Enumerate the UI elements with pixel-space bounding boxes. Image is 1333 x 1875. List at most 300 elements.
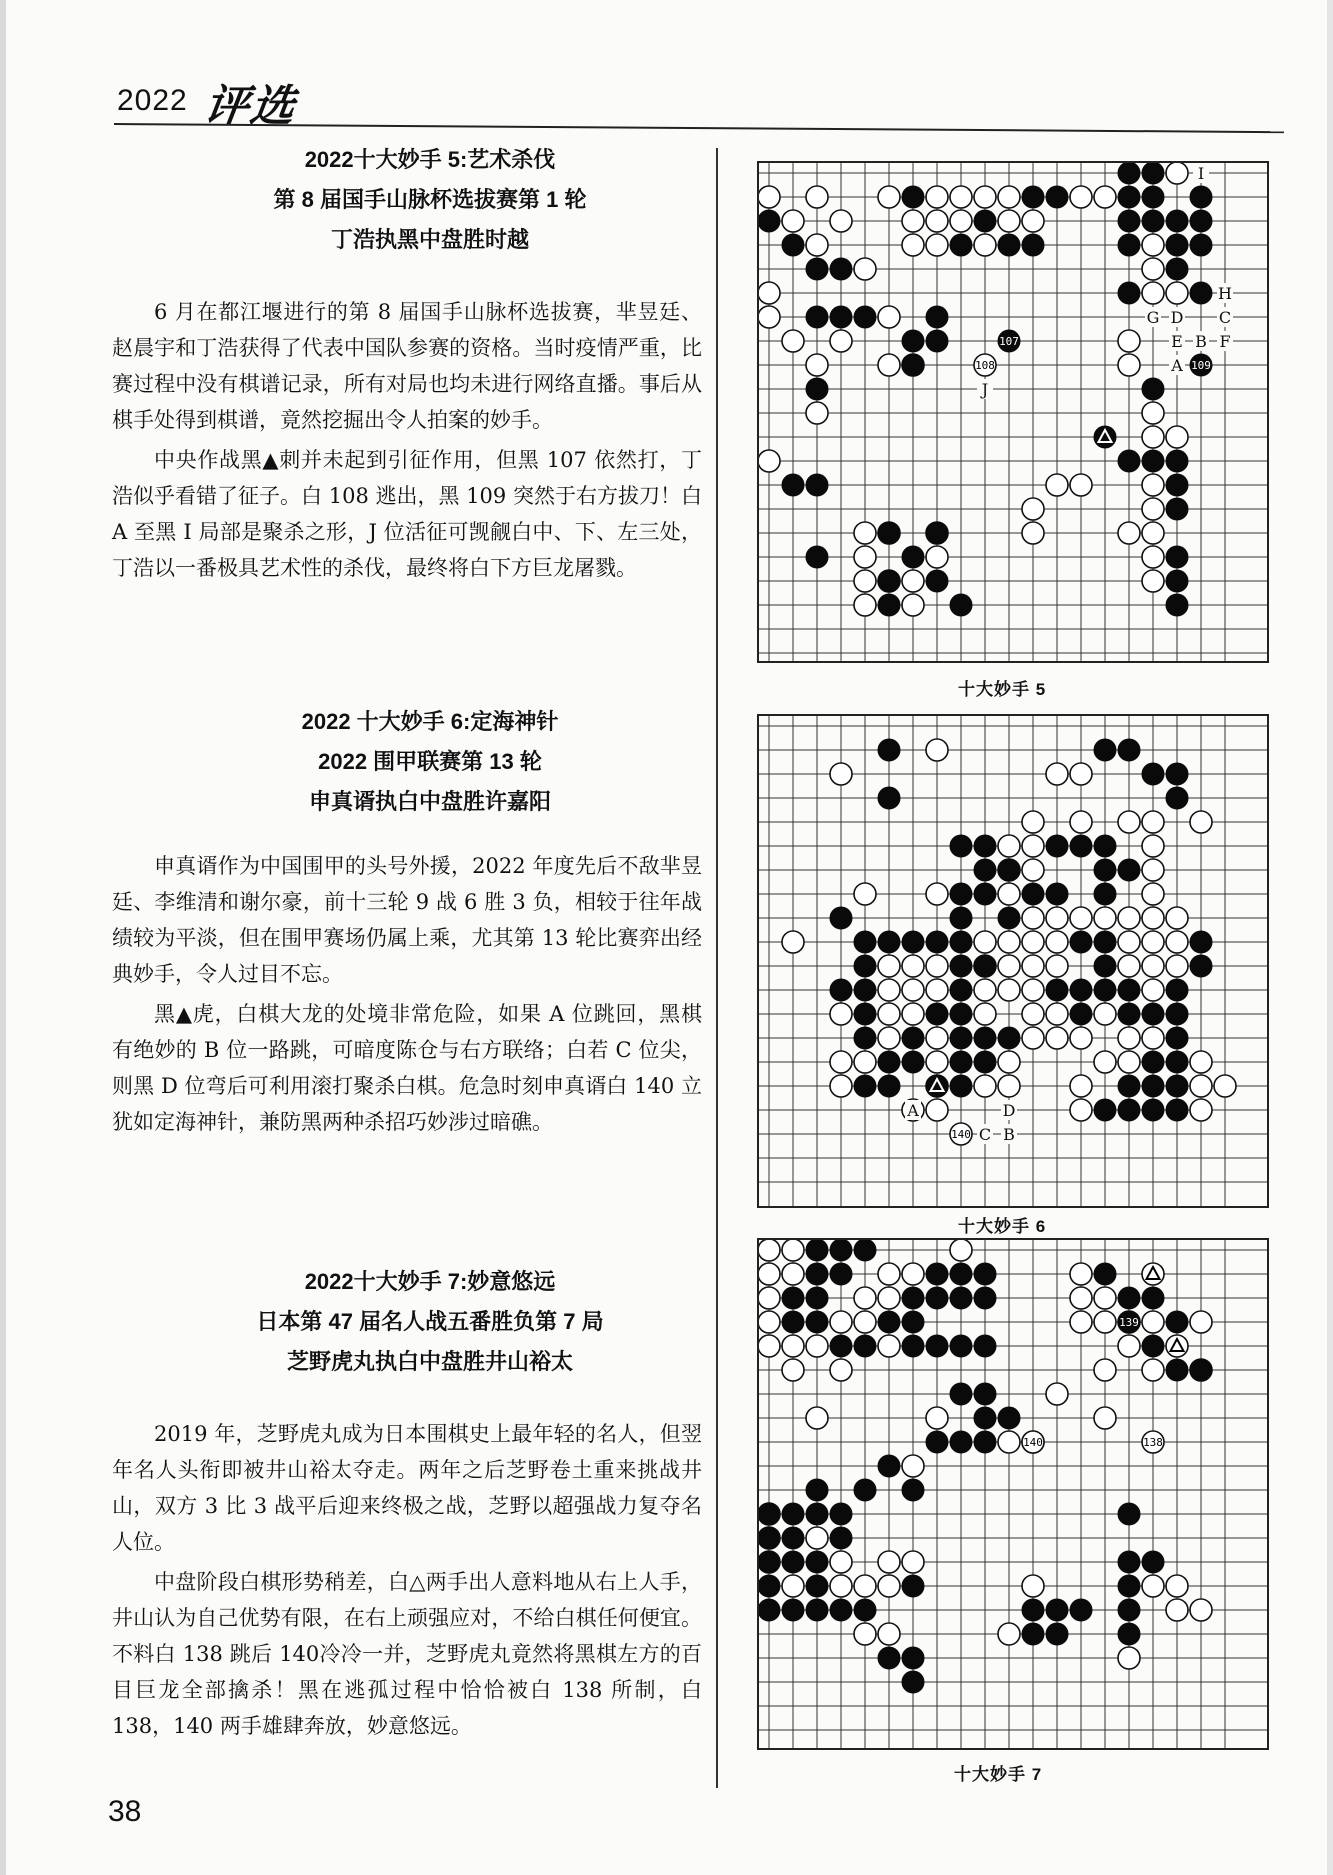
black-stone <box>830 1335 852 1357</box>
black-stone <box>830 979 852 1001</box>
black-stone <box>1142 210 1164 232</box>
black-stone <box>782 1311 804 1333</box>
black-stone <box>830 1599 852 1621</box>
section-5-event: 第 8 届国手山脉杯选拔赛第 1 轮 <box>273 187 587 212</box>
white-stone <box>974 1075 996 1097</box>
white-stone <box>1070 811 1092 833</box>
white-stone <box>782 330 804 352</box>
white-stone <box>759 450 780 472</box>
black-stone <box>1022 234 1044 256</box>
black-stone <box>782 1599 804 1621</box>
white-stone <box>759 1287 780 1309</box>
black-stone <box>1094 859 1116 881</box>
white-stone <box>878 1575 900 1597</box>
black-stone <box>926 1335 948 1357</box>
move-number: 107 <box>999 335 1019 348</box>
black-stone <box>1190 282 1212 304</box>
page-edge-left <box>0 0 6 1875</box>
black-stone <box>950 835 972 857</box>
black-stone <box>1190 234 1212 256</box>
black-stone <box>1118 450 1140 472</box>
black-stone <box>806 1551 828 1573</box>
black-stone <box>1118 1003 1140 1025</box>
white-stone <box>1070 186 1092 208</box>
white-stone <box>854 1623 876 1645</box>
black-stone <box>1022 1599 1044 1621</box>
white-stone <box>902 1455 924 1477</box>
white-stone <box>1142 955 1164 977</box>
white-stone <box>759 306 780 328</box>
black-stone <box>902 1479 924 1501</box>
white-stone <box>1046 931 1068 953</box>
black-stone <box>902 354 924 376</box>
black-stone <box>902 330 924 352</box>
black-stone <box>1142 763 1164 785</box>
black-stone <box>974 1263 996 1285</box>
section-6-paragraph: 黑▲虎，白棋大龙的处境非常危险，如果 A 位跳回，黑棋有绝妙的 B 位一路跳，可暗度陈仓与右方联络；白若 C 位尖，则黑 D 位弯后可利用滚打聚杀白棋。危急时刻申真谞白 140 立犹如定海神针，兼防黑两种杀招巧妙涉过暗礁。 <box>112 1002 702 1134</box>
white-stone <box>1094 1287 1116 1309</box>
white-stone <box>1142 1575 1164 1597</box>
black-stone <box>1166 1027 1188 1049</box>
white-stone <box>806 402 828 424</box>
black-stone <box>1070 979 1092 1001</box>
white-stone <box>1022 931 1044 953</box>
white-stone <box>1142 426 1164 448</box>
white-stone <box>1166 282 1188 304</box>
black-stone <box>998 1027 1020 1049</box>
black-stone <box>1070 835 1092 857</box>
black-stone <box>902 931 924 953</box>
white-stone <box>902 594 924 616</box>
white-stone <box>1118 330 1140 352</box>
white-stone <box>1166 955 1188 977</box>
black-stone <box>759 1503 780 1525</box>
white-stone <box>854 883 876 905</box>
black-stone <box>854 931 876 953</box>
black-stone <box>926 1431 948 1453</box>
black-stone <box>854 1075 876 1097</box>
point-label: D <box>1170 308 1184 327</box>
black-stone <box>806 546 828 568</box>
white-stone <box>1046 907 1068 929</box>
black-stone <box>998 1407 1020 1429</box>
white-stone <box>1118 931 1140 953</box>
black-stone <box>854 1479 876 1501</box>
black-stone <box>854 306 876 328</box>
diagram-5-caption: 十大妙手 5 <box>958 680 1047 699</box>
black-stone <box>950 594 972 616</box>
white-stone <box>1046 763 1068 785</box>
page-edge-right <box>1327 0 1333 1875</box>
white-stone <box>974 186 996 208</box>
white-stone <box>806 186 828 208</box>
black-stone <box>878 1075 900 1097</box>
white-stone <box>759 1335 780 1357</box>
white-stone <box>1190 1099 1212 1121</box>
white-stone <box>1142 522 1164 544</box>
white-stone <box>926 1099 948 1121</box>
black-stone <box>878 594 900 616</box>
white-stone <box>1022 859 1044 881</box>
white-stone <box>974 1003 996 1025</box>
black-stone <box>878 1647 900 1669</box>
white-stone <box>830 1359 852 1381</box>
white-stone <box>1046 1027 1068 1049</box>
black-stone <box>974 1051 996 1073</box>
black-stone <box>1046 979 1068 1001</box>
black-stone <box>759 1551 780 1573</box>
diagram-6-caption: 十大妙手 6 <box>958 1217 1047 1236</box>
move-number: 140 <box>951 1128 971 1141</box>
white-stone <box>1022 835 1044 857</box>
white-stone <box>878 306 900 328</box>
white-stone <box>974 979 996 1001</box>
white-stone <box>1046 1003 1068 1025</box>
white-stone <box>926 1027 948 1049</box>
white-stone <box>998 186 1020 208</box>
black-stone <box>974 835 996 857</box>
black-stone <box>1118 210 1140 232</box>
white-stone <box>926 1051 948 1073</box>
white-stone <box>782 1575 804 1597</box>
diagram-7-caption: 十大妙手 7 <box>954 1765 1043 1784</box>
white-stone <box>1094 1359 1116 1381</box>
section-5-paragraph: 中央作战黑▲刺并未起到引征作用，但黑 107 依然打，丁浩似乎看错了征子。白 108 逃出，黑 109 突然于右方拔刀！白 A 至黑 I 局部是聚杀之形，J 位活征可觊觎白中、下、左三处，丁浩以一番极具艺术性的杀伐，最终将白下方巨龙屠戮。 <box>112 448 702 580</box>
header-year: 2022 <box>117 84 188 117</box>
white-stone <box>926 955 948 977</box>
white-stone <box>1094 1003 1116 1025</box>
white-stone <box>878 1623 900 1645</box>
black-stone <box>1142 1075 1164 1097</box>
black-stone <box>974 1407 996 1429</box>
white-stone <box>1118 522 1140 544</box>
point-label: I <box>1197 164 1205 183</box>
black-stone <box>1118 282 1140 304</box>
white-stone <box>854 594 876 616</box>
point-label: A <box>907 1101 919 1120</box>
black-stone <box>854 979 876 1001</box>
black-stone <box>1166 570 1188 592</box>
white-stone <box>974 234 996 256</box>
black-stone <box>854 1335 876 1357</box>
black-stone <box>1190 210 1212 232</box>
black-stone <box>806 1479 828 1501</box>
black-stone <box>1118 979 1140 1001</box>
black-stone <box>1166 1311 1188 1333</box>
black-stone <box>1190 955 1212 977</box>
black-stone <box>1166 1075 1188 1097</box>
white-stone <box>830 1051 852 1073</box>
black-stone <box>1142 186 1164 208</box>
white-stone <box>1022 1027 1044 1049</box>
white-stone <box>1022 210 1044 232</box>
black-stone <box>782 234 804 256</box>
section-6-paragraph: 申真谞作为中国围甲的头号外援，2022 年度先后不敌芈昱廷、李维清和谢尔豪，前十三轮 9 战 6 胜 3 负，相较于往年战绩较为平淡，但在围甲赛场仍属上乘，尤其第 13 轮比赛弈出经典妙手，令人过目不忘。 <box>112 854 702 986</box>
white-stone <box>998 1623 1020 1645</box>
white-stone <box>1190 1075 1212 1097</box>
black-stone <box>806 1263 828 1285</box>
white-stone <box>1070 474 1092 496</box>
black-stone <box>1118 1623 1140 1645</box>
black-stone <box>854 1027 876 1049</box>
black-stone <box>902 186 924 208</box>
black-stone <box>1118 186 1140 208</box>
white-stone <box>830 1575 852 1597</box>
black-stone <box>806 1240 828 1261</box>
black-stone <box>974 1287 996 1309</box>
black-stone <box>878 787 900 809</box>
black-stone <box>1118 859 1140 881</box>
black-stone <box>926 1287 948 1309</box>
white-stone <box>1046 955 1068 977</box>
white-stone <box>1070 763 1092 785</box>
black-stone <box>926 330 948 352</box>
black-stone <box>1094 979 1116 1001</box>
white-stone <box>1142 474 1164 496</box>
black-stone <box>1142 163 1164 184</box>
white-stone <box>950 1240 972 1261</box>
go-board-6 <box>759 716 1267 1206</box>
white-stone <box>1022 522 1044 544</box>
black-stone <box>830 1263 852 1285</box>
black-stone <box>806 1503 828 1525</box>
white-stone <box>1118 907 1140 929</box>
black-stone <box>806 258 828 280</box>
black-stone <box>1070 1003 1092 1025</box>
white-stone <box>1142 1027 1164 1049</box>
move-number: 139 <box>1119 1316 1139 1329</box>
black-stone <box>902 1051 924 1073</box>
black-stone <box>1094 955 1116 977</box>
black-stone <box>759 1527 780 1549</box>
black-stone <box>926 1003 948 1025</box>
black-stone <box>1142 1003 1164 1025</box>
white-stone <box>1166 931 1188 953</box>
white-stone <box>878 979 900 1001</box>
white-stone <box>782 1335 804 1357</box>
white-stone <box>926 1407 948 1429</box>
black-stone <box>1118 234 1140 256</box>
white-stone <box>878 186 900 208</box>
point-label: F <box>1219 332 1231 351</box>
go-board-7 <box>759 1240 1267 1748</box>
white-stone <box>950 210 972 232</box>
white-stone <box>878 955 900 977</box>
white-stone <box>1070 1027 1092 1049</box>
black-stone <box>1118 1575 1140 1597</box>
black-stone <box>1166 787 1188 809</box>
black-stone <box>854 955 876 977</box>
black-stone <box>1190 1359 1212 1381</box>
black-stone <box>806 1575 828 1597</box>
point-label: C <box>978 1125 992 1144</box>
section-5-title: 2022十大妙手 5:艺术杀伐 <box>304 147 556 172</box>
point-label: H <box>1218 284 1232 303</box>
white-stone <box>1190 1599 1212 1621</box>
black-stone <box>1166 210 1188 232</box>
section-6-result: 申真谞执白中盘胜许嘉阳 <box>308 789 551 814</box>
go-board-5 <box>759 163 1267 661</box>
black-stone <box>1046 186 1068 208</box>
white-stone <box>878 1551 900 1573</box>
black-stone <box>974 1383 996 1405</box>
white-stone <box>878 1287 900 1309</box>
black-stone <box>1118 1551 1140 1573</box>
white-stone <box>1190 811 1212 833</box>
white-stone <box>854 546 876 568</box>
white-stone <box>998 835 1020 857</box>
white-stone <box>1070 1075 1092 1097</box>
white-stone <box>854 1575 876 1597</box>
black-stone <box>1118 1287 1140 1309</box>
black-stone <box>950 955 972 977</box>
white-stone <box>878 1335 900 1357</box>
white-stone <box>854 1051 876 1073</box>
white-stone <box>1142 282 1164 304</box>
black-stone <box>1166 450 1188 472</box>
black-stone <box>902 546 924 568</box>
white-stone <box>1190 1311 1212 1333</box>
point-label: G <box>1146 308 1160 327</box>
black-stone <box>974 859 996 881</box>
point-label: J <box>981 380 989 399</box>
black-stone <box>1166 1099 1188 1121</box>
go-diagram-5 <box>757 161 1269 663</box>
black-stone <box>950 979 972 1001</box>
black-stone <box>950 234 972 256</box>
point-label: B <box>1195 332 1207 351</box>
black-stone <box>854 1003 876 1025</box>
white-stone <box>854 1287 876 1309</box>
black-stone <box>782 1287 804 1309</box>
white-stone <box>878 354 900 376</box>
point-label: D <box>1002 1101 1016 1120</box>
white-stone <box>1142 234 1164 256</box>
white-stone <box>878 1263 900 1285</box>
section-7-paragraph: 中盘阶段白棋形势稍差，白△两手出人意料地从右上人手，井山认为自己优势有限，在右上顽强应对，不给白棋任何便宜。不料白 138 跳后 140冷冷一并，芝野虎丸竟然将黑棋左方的百目巨龙全部擒杀！黑在逃孤过程中恰恰被白 138 所制，白 138，140 两手雄肆奔放，妙意悠远。 <box>112 1570 702 1738</box>
white-stone <box>902 1263 924 1285</box>
white-stone <box>782 1263 804 1285</box>
black-stone <box>998 907 1020 929</box>
black-stone <box>1094 1099 1116 1121</box>
black-stone <box>902 1335 924 1357</box>
white-stone <box>830 1311 852 1333</box>
page-number: 38 <box>108 1795 142 1828</box>
black-stone <box>1190 186 1212 208</box>
white-stone <box>1022 1575 1044 1597</box>
black-stone <box>950 883 972 905</box>
white-stone <box>926 186 948 208</box>
black-stone <box>950 1263 972 1285</box>
white-stone <box>1022 1003 1044 1025</box>
black-stone <box>974 883 996 905</box>
black-stone <box>782 474 804 496</box>
white-stone <box>1142 835 1164 857</box>
black-stone <box>830 306 852 328</box>
black-stone <box>759 210 780 232</box>
black-stone <box>902 1027 924 1049</box>
white-stone <box>926 883 948 905</box>
white-stone <box>998 1431 1020 1453</box>
black-stone <box>1142 1051 1164 1073</box>
section-6-title: 2022 十大妙手 6:定海神针 <box>301 709 559 734</box>
black-stone <box>1166 234 1188 256</box>
white-stone <box>902 234 924 256</box>
black-stone <box>1022 1623 1044 1645</box>
black-stone <box>782 1503 804 1525</box>
black-stone <box>759 1575 780 1597</box>
white-stone <box>1142 498 1164 520</box>
black-stone <box>926 931 948 953</box>
black-stone <box>830 1240 852 1261</box>
white-stone <box>902 979 924 1001</box>
black-stone <box>902 1287 924 1309</box>
black-stone <box>1118 1599 1140 1621</box>
black-stone <box>1142 450 1164 472</box>
black-stone <box>806 306 828 328</box>
black-stone <box>1166 594 1188 616</box>
black-stone <box>1142 1099 1164 1121</box>
black-stone <box>759 1599 780 1621</box>
black-stone <box>1046 1623 1068 1645</box>
move-number: 138 <box>1143 1436 1163 1449</box>
white-stone <box>1094 907 1116 929</box>
section-7-heading <box>160 1262 700 1382</box>
black-stone <box>950 907 972 929</box>
white-stone <box>950 186 972 208</box>
white-stone <box>854 258 876 280</box>
section-7-body <box>112 1416 702 1748</box>
white-stone <box>806 234 828 256</box>
black-stone <box>1046 1599 1068 1621</box>
black-stone <box>950 1051 972 1073</box>
white-stone <box>902 955 924 977</box>
section-5-body <box>112 294 702 590</box>
black-stone <box>1166 1359 1188 1381</box>
white-stone <box>926 210 948 232</box>
black-stone <box>878 931 900 953</box>
point-label: B <box>1003 1125 1015 1144</box>
black-stone <box>854 1599 876 1621</box>
black-stone <box>998 234 1020 256</box>
white-stone <box>854 1311 876 1333</box>
black-stone <box>782 1551 804 1573</box>
black-stone <box>1166 979 1188 1001</box>
black-stone <box>1142 1287 1164 1309</box>
section-5-paragraph: 6 月在都江堰进行的第 8 届国手山脉杯选拔赛，芈昱廷、赵晨宇和丁浩获得了代表中国队参赛的资格。当时疫情严重，比赛过程中没有棋谱记录，所有对局也均未进行网络直播。事后从棋手处得到棋谱，竟然挖掘出令人拍案的妙手。 <box>112 300 702 432</box>
black-stone <box>974 1027 996 1049</box>
move-number: 108 <box>975 359 995 372</box>
black-stone <box>1142 1551 1164 1573</box>
black-stone <box>1118 1075 1140 1097</box>
move-number: 140 <box>1023 1436 1043 1449</box>
black-stone <box>926 1263 948 1285</box>
black-stone <box>974 955 996 977</box>
black-stone <box>1118 163 1140 184</box>
black-stone <box>950 1003 972 1025</box>
black-stone <box>950 931 972 953</box>
black-stone <box>974 210 996 232</box>
black-stone <box>878 739 900 761</box>
white-stone <box>1022 907 1044 929</box>
white-stone <box>1070 1287 1092 1309</box>
black-stone <box>926 570 948 592</box>
black-stone <box>806 1287 828 1309</box>
black-stone <box>974 1431 996 1453</box>
black-stone <box>1094 1263 1116 1285</box>
white-stone <box>1142 883 1164 905</box>
white-stone <box>782 1359 804 1381</box>
